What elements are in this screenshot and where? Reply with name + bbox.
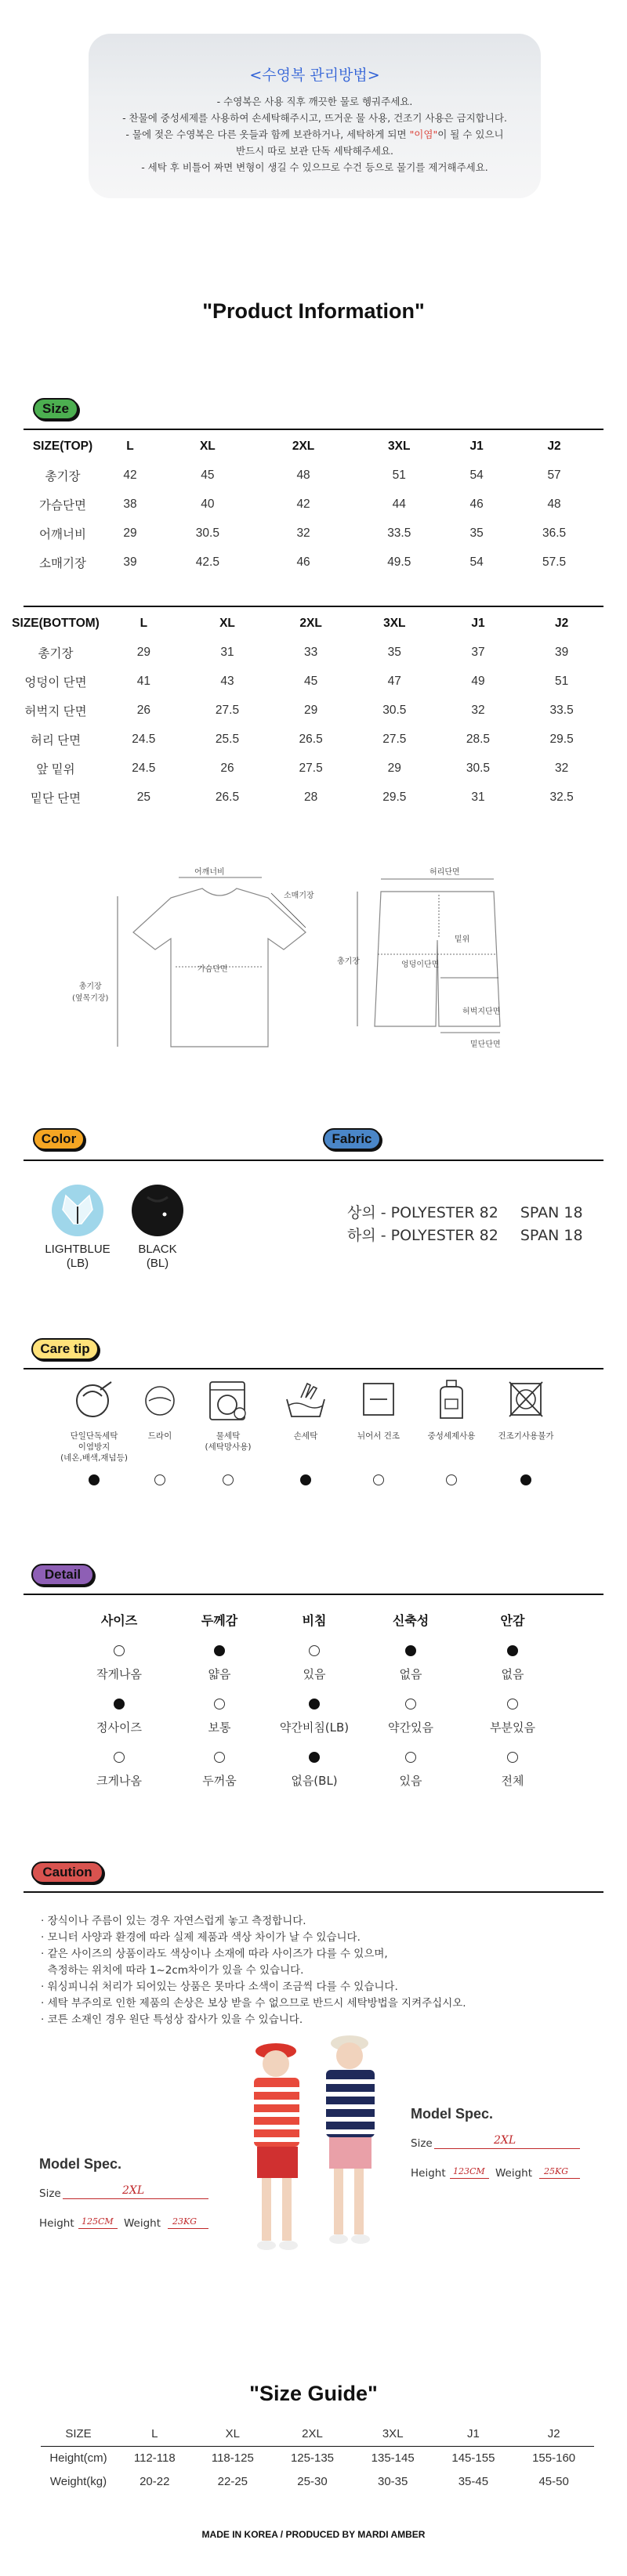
model-height-value: 125CM	[82, 2216, 114, 2227]
table-row: 허리 단면 24.5 25.5 26.5 27.5 28.5 29.5	[30, 732, 574, 747]
table-row: 허벅지 단면 26 27.5 29 30.5 32 33.5	[24, 703, 574, 718]
table-row: 총기장 42 45 48 51 54 57	[45, 468, 561, 483]
washing-machine-icon	[205, 1379, 251, 1423]
model-size-value: 2XL	[494, 2134, 516, 2147]
care-card-lines	[89, 93, 541, 175]
caution-line: · 모니터 사양과 환경에 따라 실제 제품과 색상 차이가 날 수 있습니다.	[41, 1931, 361, 1944]
shoe	[351, 2234, 370, 2244]
fabric-top: 상의 - POLYESTER 82 SPAN 18	[347, 1204, 583, 1221]
model-size-label: Size	[39, 2187, 61, 2200]
detail-dot	[507, 1645, 518, 1656]
caution-line: 측정하는 위치에 따라 1~2cm차이가 있을 수 있습니다.	[41, 1964, 304, 1977]
model-weight-label: Weight	[124, 2217, 161, 2230]
footer-credit: MADE IN KOREA / PRODUCED BY MARDI AMBER	[201, 2529, 426, 2540]
caution-line: · 코튼 소재인 경우 원단 특성상 잡사가 있을 수 있습니다.	[41, 2013, 303, 2026]
table-row: Weight(kg) 20-22 22-25 25-30 30-35 35-45 45-50	[49, 2474, 569, 2488]
care-dot	[446, 1474, 457, 1485]
detail-cell: 두꺼움	[202, 1774, 237, 1788]
size-label: Size	[33, 398, 78, 420]
detail-cell: 있음	[303, 1667, 326, 1681]
detail-cell: 약간비침(LB)	[279, 1720, 350, 1735]
detail-dot	[309, 1752, 320, 1763]
bottom-length-label: 총기장	[337, 957, 360, 966]
divider	[24, 1368, 603, 1369]
detail-col-size: 사이즈	[100, 1615, 138, 1628]
care-dot	[373, 1474, 384, 1485]
detail-cell: 작게나옴	[96, 1667, 142, 1681]
care-line: - 수영복은 사용 직후 깨끗한 물로 헹궈주세요.	[216, 96, 413, 107]
detail-cell: 부분있음	[490, 1720, 535, 1735]
detail-dot	[309, 1699, 320, 1709]
top-size-table	[24, 432, 603, 577]
care-dot	[154, 1474, 165, 1485]
detail-label: Detail	[31, 1564, 94, 1586]
thigh-label: 허벅지단면	[462, 1008, 501, 1016]
table-row: 가슴단면 38 40 42 44 46 48	[39, 497, 561, 512]
divider	[24, 1160, 603, 1161]
swatch-circle	[132, 1185, 183, 1236]
red-shorts	[257, 2147, 298, 2178]
model-height-label: Height	[39, 2217, 74, 2230]
detail-cell: 전체	[501, 1774, 524, 1788]
garment-logo	[163, 1213, 167, 1217]
table-header-row: SIZE L XL 2XL 3XL J1 J2	[41, 2422, 594, 2446]
model-height-value: 123CM	[453, 2166, 485, 2176]
fabric-label: Fabric	[323, 1128, 381, 1150]
care-card-title: <수영복 관리방법>	[249, 67, 380, 84]
detail-cell: 약간있음	[388, 1720, 433, 1735]
pink-shorts	[329, 2137, 371, 2169]
care-caption-no-dryer: 건조기사용불가	[498, 1431, 554, 1441]
chest-label: 가슴단면	[198, 965, 228, 974]
lightblue-swatch	[50, 1183, 105, 1238]
detail-cell: 있음	[399, 1774, 422, 1788]
no-tumble-dry-icon	[506, 1379, 545, 1420]
detail-col-thickness: 두께감	[201, 1615, 238, 1628]
detail-dot	[114, 1752, 125, 1763]
dryer-icon	[143, 1384, 177, 1418]
divider	[24, 429, 603, 430]
waist-label: 허리단면	[429, 868, 460, 877]
care-dot	[300, 1474, 311, 1485]
care-caption-hand-wash: 손세탁	[293, 1431, 318, 1441]
product-info-title: "Product Information"	[202, 299, 425, 323]
leg	[354, 2169, 364, 2234]
table-row: 엉덩이 단면 41 43 45 47 49 51	[24, 674, 569, 689]
underline	[450, 2178, 489, 2179]
divider	[24, 1891, 603, 1893]
detail-dot	[405, 1645, 416, 1656]
detail-dot	[507, 1752, 518, 1763]
detail-col-lining: 안감	[500, 1615, 525, 1628]
care-tip-label: Care tip	[31, 1338, 99, 1360]
detail-cell: 없음(BL)	[291, 1774, 338, 1788]
rise-label: 밑위	[455, 935, 470, 944]
care-dot	[520, 1474, 531, 1485]
care-dot	[89, 1474, 100, 1485]
caution-label: Caution	[31, 1861, 103, 1883]
detail-cell: 없음	[399, 1667, 422, 1681]
detail-cell: 크게나옴	[96, 1774, 142, 1788]
face	[263, 2050, 289, 2077]
care-line: - 물에 젖은 수영복은 다른 옷들과 함께 보관하거나, 세탁하게 되면 "이염"이 될 수 있으니	[125, 128, 504, 140]
color-label: Color	[33, 1128, 85, 1150]
care-caption-machine: 물세탁 (세탁망사용)	[205, 1431, 252, 1452]
table-row: 어깨너비 29 30.5 32 33.5 35 36.5	[39, 526, 567, 541]
model-size-label: Size	[411, 2137, 433, 2150]
shoe	[279, 2241, 298, 2250]
caution-line: · 워싱피니쉬 처리가 되어있는 상품은 못마다 소색이 조금씩 다를 수 있습니다.	[41, 1981, 398, 1993]
care-highlight: "이염"	[409, 128, 438, 140]
underline	[168, 2228, 208, 2229]
size-guide-title: "Size Guide"	[249, 2382, 378, 2405]
hand-wash-icon	[282, 1379, 329, 1423]
care-line: 반드시 따로 보관 단독 세탁해주세요.	[236, 145, 393, 157]
color-name-lightblue: LIGHTBLUE (LB)	[45, 1243, 111, 1270]
detergent-icon	[434, 1377, 469, 1421]
detail-dot	[114, 1699, 125, 1709]
care-caption-dryer: 드라이	[147, 1431, 172, 1441]
table-header-row: SIZE(BOTTOM) L XL 2XL 3XL J1 J2	[12, 616, 569, 630]
leg	[334, 2169, 343, 2234]
table-row: 소매기장 39 42.5 46 49.5 54 57.5	[39, 555, 567, 570]
model-weight-value: 23KG	[172, 2216, 198, 2227]
model-spec-title: Model Spec.	[411, 2106, 494, 2122]
underline	[63, 2198, 208, 2199]
shoe	[257, 2241, 276, 2250]
detail-dot	[214, 1752, 225, 1763]
divider	[24, 1594, 603, 1595]
care-caption-dry-clean: 단일단독세탁 이염방지 (네온,배색,재넘등)	[60, 1431, 128, 1463]
size-guide-table	[41, 2422, 594, 2493]
caution-list	[41, 1913, 466, 2028]
detail-cell: 얇음	[208, 1667, 231, 1681]
leg	[282, 2178, 292, 2241]
bottom-size-table	[9, 609, 603, 812]
model-height-label: Height	[411, 2167, 446, 2180]
table-header-row: SIZE(TOP) L XL 2XL 3XL J1 J2	[32, 439, 561, 453]
caution-line: · 세탁 부주의로 인한 제품의 손상은 보상 받을 수 없으므로 반드시 세탁방법을 지켜주십시오.	[41, 1997, 466, 2010]
model-spec-title: Model Spec.	[39, 2156, 122, 2172]
care-line: - 찬물에 중성세제를 사용하여 손세탁해주시고, 뜨거운 물 사용, 건조기 사용은 금지합니다.	[122, 112, 507, 124]
black-swatch	[130, 1183, 185, 1238]
divider	[24, 606, 603, 607]
swimwear-care-card	[89, 34, 541, 198]
care-caption-detergent: 중성세제사용	[427, 1431, 476, 1441]
model-photo	[219, 2029, 408, 2264]
table-row: 앞 밑위 24.5 26 27.5 29 30.5 32	[36, 761, 569, 776]
care-caption-flat-dry: 뉘어서 건조	[357, 1431, 400, 1441]
shoe	[329, 2234, 348, 2244]
dry-clean-icon	[72, 1379, 116, 1423]
face	[336, 2042, 363, 2069]
detail-dot	[405, 1752, 416, 1763]
model-size-value: 2XL	[122, 2184, 145, 2197]
underline	[539, 2178, 580, 2179]
flat-dry-icon	[361, 1380, 397, 1418]
detail-col-stretch: 신축성	[392, 1615, 429, 1628]
detail-dot	[405, 1699, 416, 1709]
detail-dot	[214, 1699, 225, 1709]
caution-line: · 같은 사이즈의 상품이라도 색상이나 소재에 따라 사이즈가 다를 수 있으며,	[41, 1948, 388, 1960]
detail-dot	[114, 1645, 125, 1656]
fabric-bottom: 하의 - POLYESTER 82 SPAN 18	[347, 1227, 583, 1244]
sleeve-label: 소매기장	[284, 892, 314, 900]
caution-line: · 장식이나 주름이 있는 경우 자연스럽게 놓고 측정합니다.	[41, 1915, 306, 1927]
top-length-label: 총기장 (옆목기장)	[72, 982, 109, 1003]
model-weight-label: Weight	[495, 2167, 533, 2180]
detail-dot	[309, 1645, 320, 1656]
underline	[434, 2148, 580, 2149]
detail-dot	[214, 1645, 225, 1656]
shoulder-label: 어깨너비	[194, 868, 225, 877]
detail-cell: 정사이즈	[96, 1720, 142, 1735]
table-row: 총기장 29 31 33 35 37 39	[38, 645, 569, 660]
model-weight-value: 25KG	[544, 2166, 569, 2176]
detail-cell: 보통	[208, 1720, 231, 1735]
underline	[78, 2228, 118, 2229]
care-line: - 세탁 후 비틀어 짜면 변형이 생길 수 있으므로 수건 등으로 물기를 제거해주세요.	[141, 161, 488, 173]
table-row: Height(cm) 112-118 118-125 125-135 135-145 145-155 155-160	[49, 2451, 576, 2465]
table-row: 밑단 단면 25 26.5 28 29.5 31 32.5	[30, 790, 574, 805]
hem-label: 밑단단면	[470, 1040, 501, 1049]
color-name-black: BLACK (BL)	[138, 1243, 177, 1270]
detail-col-sheer: 비침	[302, 1615, 327, 1628]
detail-dot	[507, 1699, 518, 1709]
care-dot	[223, 1474, 234, 1485]
detail-cell: 없음	[501, 1667, 524, 1681]
hip-label: 엉덩이단면	[401, 961, 440, 969]
leg	[262, 2178, 271, 2241]
